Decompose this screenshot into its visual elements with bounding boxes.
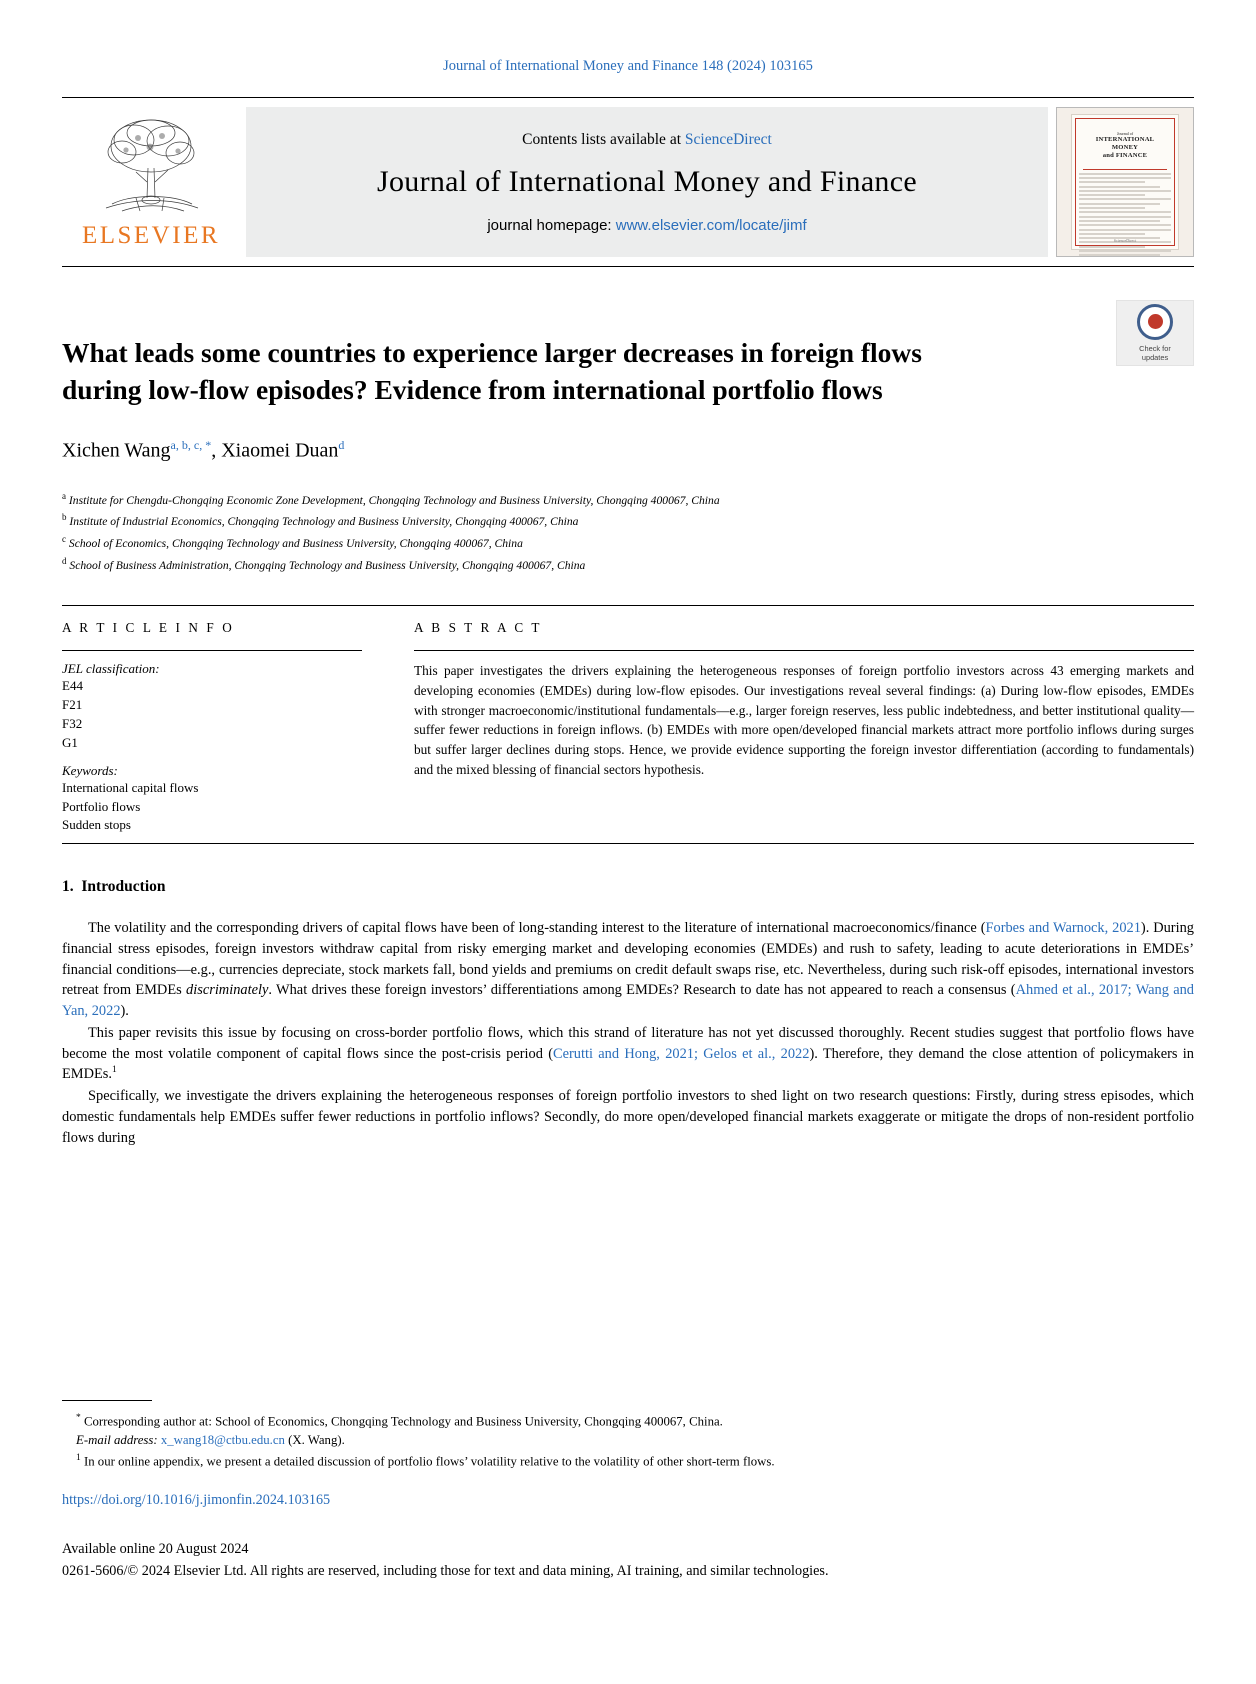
copyright-line: 0261-5606/© 2024 Elsevier Ltd. All rights are reserved, including those for text and data mining, AI training, and similar technologies. (62, 1563, 829, 1579)
p1-text-a: The volatility and the corresponding drivers of capital flows have been of long-standing interest to the literature of international macroeconomics/finance ( (88, 920, 986, 937)
paragraph-1 (62, 918, 1194, 1022)
p1-text-c: . What drives these foreign investors’ differentiations among EMDEs? Research to date has not appeared to reach a consensus ( (268, 982, 1016, 999)
cover-footer-label: ScienceDirect (1113, 238, 1137, 244)
author-1-name: Xichen Wang (62, 439, 171, 462)
author-2-name: Xiaomei Duan (221, 439, 339, 462)
affiliation-b (62, 510, 1194, 532)
footnote-1-mark: 1 (76, 1452, 81, 1463)
affiliations (62, 489, 1194, 576)
cover-title: Journal of INTERNATIONAL MONEY and FINANCE (1077, 131, 1173, 161)
keyword: International capital flows (62, 779, 199, 795)
section-title: Introduction (81, 878, 166, 896)
citation-forbes-warnock[interactable]: Forbes and Warnock, 2021 (985, 920, 1141, 937)
jel-code: G1 (62, 734, 78, 750)
footnote-corresponding-author (62, 1411, 1194, 1431)
footnote-corresponding-text: Corresponding author at: School of Economics, Chongqing Technology and Business University, Chongqing 400067, China. (83, 1414, 723, 1429)
footnote-email (62, 1431, 1194, 1450)
jel-label: JEL classification: (62, 661, 160, 677)
citation-cerutti-gelos[interactable]: Cerutti and Hong, 2021; Gelos et al., 2022 (553, 1045, 810, 1062)
abstract-text: This paper investigates the drivers explaining the heterogeneous responses of foreign portfolio investors across 43 emerging markets and developing economies (EMDEs) during low-flow episodes. Our investigations reveal several findings: (a) During low-flow episodes, EMDEs with stronger macroeconomic/institutional fundamentals—e.g., larger foreign reserves, less public indebtedness, and better institutional quality—suffer fewer reductions in foreign inflows. (b) EMDEs with more open/developed financial markets attract more portfolio inflows during surges but suffer larger declines during stops. Hence, we provide evidence supporting the foreign investor differentiation (according to fundamentals) and the mixed blessing of financial sectors hypothesis. (414, 663, 1194, 777)
check-updates-line1: Check for (1139, 343, 1171, 353)
affiliation-d (62, 554, 1194, 576)
section-introduction (62, 878, 1194, 1148)
email-label: E-mail address: (76, 1433, 158, 1448)
cover-divider (1083, 169, 1167, 170)
abstract-rule (414, 650, 1194, 651)
footnote-1-text: In our online appendix, we present a detailed discussion of portfolio flows’ volatility relative to the volatility of other short-term flows. (83, 1453, 775, 1468)
author-list (62, 438, 1194, 463)
article-info-rule (62, 650, 362, 651)
affiliation-a-text: Institute for Chengdu-Chongqing Economic Zone Development, Chongqing Technology and Business University, Chongqing 400067, China (68, 493, 720, 507)
journal-header-block (246, 107, 1048, 257)
section-number: 1. (62, 878, 74, 896)
affiliation-b-mark: b (62, 512, 67, 523)
available-online: Available online 20 August 2024 (62, 1541, 249, 1557)
keyword: Portfolio flows (62, 798, 141, 814)
affiliation-d-text: School of Business Administration, Chongqing Technology and Business University, Chongqing 400067, China (69, 558, 586, 572)
keywords-label: Keywords: (62, 762, 118, 778)
cover-image (1071, 114, 1179, 250)
doi-link[interactable]: https://doi.org/10.1016/j.jimonfin.2024.103165 (62, 1492, 331, 1508)
article-info-column (62, 620, 392, 835)
affiliation-d-mark: d (62, 555, 67, 566)
affiliation-a (62, 489, 1194, 511)
crossmark-icon (1137, 304, 1173, 340)
footnotes-block (62, 1400, 1194, 1471)
journal-homepage-link[interactable]: www.elsevier.com/locate/jimf (615, 216, 807, 234)
paragraph-2 (62, 1023, 1194, 1085)
article-info-bottom-rule (62, 843, 1194, 844)
footnote-1 (62, 1451, 1194, 1471)
journal-homepage-line (487, 217, 806, 234)
p2-text-b: ). Therefore, they demand the close attention of policymakers in EMDEs. (62, 1045, 1194, 1083)
elsevier-logo (62, 98, 240, 266)
running-head: Journal of International Money and Finance 148 (2024) 103165 (443, 58, 813, 74)
p1-text-d: ). (120, 1003, 129, 1020)
publication-info (62, 1538, 1194, 1582)
journal-masthead (62, 97, 1194, 267)
jel-code: E44 (62, 678, 83, 694)
page-title: What leads some countries to experience larger decreases in foreign flows during low-flow episodes? Evidence from international portfolio flows (62, 337, 922, 405)
p1-text-b: ). During financial stress episodes, foreign investors withdraw capital from risky emerging market and developing economies (EMDEs) and rush to safety, leading to acute deteriorations in EMDEs’ financial conditions—e.g., currencies depreciate, stock markets fall, bond yields and premiums on credit default swaps rise, etc. Nevertheless, during such risk-off episodes, international investors retreat from EMDEs (62, 920, 1194, 999)
contents-available-line (522, 131, 772, 149)
footnote-rule (62, 1400, 152, 1401)
title-block (62, 335, 1194, 575)
abstract-heading: A B S T R A C T (414, 620, 543, 636)
jel-code: F32 (62, 716, 83, 732)
check-updates-line2: updates (1141, 353, 1169, 362)
abstract-column (392, 620, 1194, 835)
elsevier-tree-icon (92, 112, 210, 220)
sciencedirect-link[interactable]: ScienceDirect (684, 130, 772, 148)
crossmark-check-for-updates[interactable] (1116, 300, 1194, 366)
email-link[interactable]: x_wang18@ctbu.edu.cn (160, 1433, 285, 1448)
citation-ahmed-wang-yan[interactable]: Ahmed et al., 2017; Wang and Yan, 2022 (62, 982, 1194, 1020)
homepage-prefix: journal homepage: (487, 216, 616, 234)
affiliation-b-text: Institute of Industrial Economics, Chongqing Technology and Business University, Chongqing 400067, China (69, 515, 579, 529)
article-info-heading: A R T I C L E I N F O (62, 620, 235, 636)
affiliation-c-mark: c (62, 534, 66, 545)
affiliation-a-mark: a (62, 490, 66, 501)
author-1-affiliation-marks: a, b, c, * (170, 438, 212, 453)
p1-emphasis: discriminately (186, 982, 269, 999)
journal-cover-thumbnail[interactable] (1056, 107, 1194, 257)
author-separator: , (211, 439, 222, 462)
cover-top-label: Journal of (1116, 131, 1134, 136)
journal-title: Journal of International Money and Finance (377, 164, 917, 198)
affiliation-c (62, 532, 1194, 554)
affiliation-c-text: School of Economics, Chongqing Technology and Business University, Chongqing 400067, China (68, 536, 523, 550)
footnote-marker-1[interactable]: 1 (111, 1065, 117, 1076)
jel-code: F21 (62, 697, 83, 713)
contents-prefix: Contents lists available at (522, 130, 685, 148)
author-2-affiliation-marks: d (338, 438, 345, 453)
elsevier-wordmark: ELSEVIER (81, 222, 221, 249)
footnote-star-mark: * (76, 1413, 81, 1423)
keyword: Sudden stops (62, 817, 131, 833)
section-heading (62, 878, 1194, 896)
doi-link-wrapper (62, 1492, 330, 1509)
article-info-abstract (62, 605, 1194, 835)
p2-text-a: This paper revisits this issue by focusing on cross-border portfolio flows, which this strand of literature has not yet discussed thoroughly. Recent studies suggest that portfolio flows have become the most volatile component of capital flows since the post-crisis period ( (62, 1024, 1194, 1062)
email-suffix: (X. Wang). (288, 1433, 345, 1448)
paragraph-3: Specifically, we investigate the drivers explaining the heterogeneous responses of foreign portfolio investors to shed light on two research questions: Firstly, during stress episodes, which domestic fundamentals help EMDEs suffer fewer reductions in portfolio inflows? Secondly, do more open/developed financial markets exaggerate or mitigate the drops of non-resident portfolio flows during (62, 1088, 1194, 1146)
